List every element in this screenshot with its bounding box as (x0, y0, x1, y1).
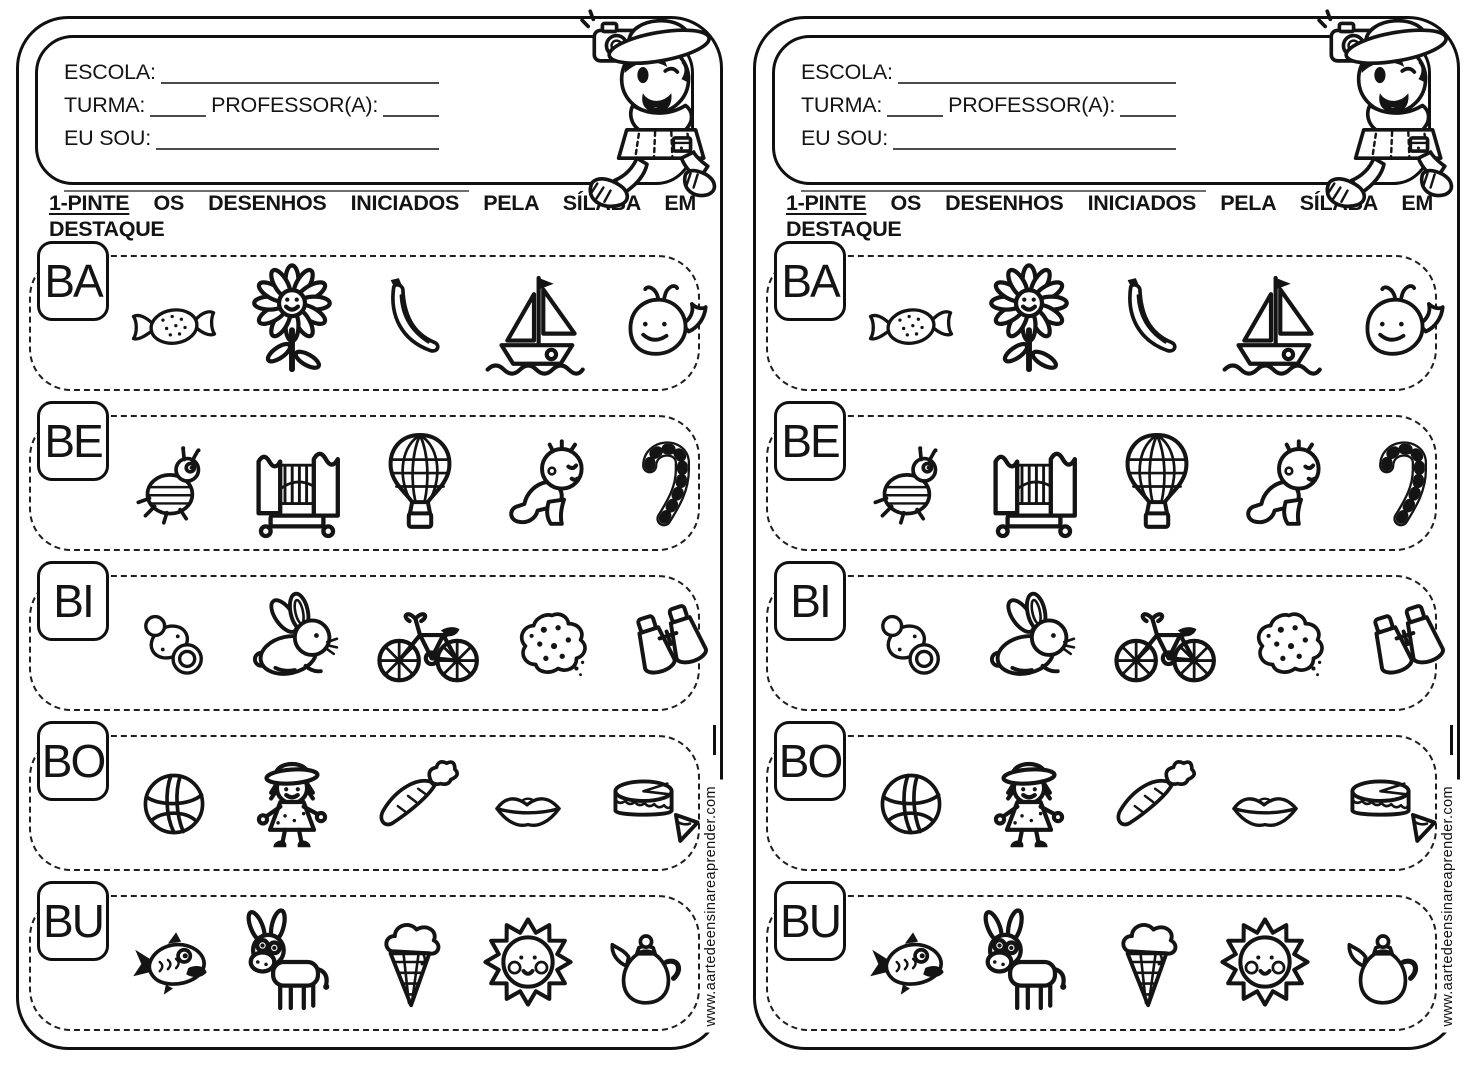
teacher-write-line[interactable] (1120, 91, 1176, 117)
picture-strip (115, 579, 688, 705)
syllable-label: BA (781, 255, 839, 307)
syllable-label: BI (53, 575, 93, 627)
syllable-label: BU (780, 895, 840, 947)
class-teacher-row (64, 84, 439, 117)
syllable-row-bu (29, 895, 700, 1031)
candy-cane-picture[interactable] (1342, 431, 1460, 533)
ice-cream-picture[interactable] (351, 908, 469, 1016)
worksheet-page-1 (16, 16, 723, 1050)
cookie-picture[interactable] (1230, 591, 1348, 693)
class-label: TURMA: (64, 93, 146, 118)
hot-air-balloon-picture[interactable] (1098, 426, 1216, 538)
picture-strip (852, 259, 1425, 385)
instruction-rest: OS DESENHOS INICIADOS PELA SÍLABA EM DESTAQUE (786, 191, 1433, 241)
rabbit-picture[interactable] (233, 588, 361, 696)
picture-strip (115, 899, 688, 1025)
doll-picture[interactable] (970, 744, 1088, 860)
crib-picture[interactable] (233, 422, 361, 542)
syllable-badge (774, 881, 846, 961)
syllable-row-ba (766, 255, 1437, 391)
whale-picture[interactable] (599, 269, 717, 375)
fish-picture[interactable] (852, 911, 970, 1013)
bicycle-picture[interactable] (361, 584, 493, 700)
picture-strip (115, 259, 688, 385)
syllable-badge (37, 881, 109, 961)
syllable-badge (774, 241, 846, 321)
crib-picture[interactable] (970, 422, 1098, 542)
camera-kid-illustration (572, 4, 724, 212)
rabbit-picture[interactable] (970, 588, 1098, 696)
doll-picture[interactable] (233, 744, 351, 860)
banana-picture[interactable] (1088, 271, 1206, 373)
website-credit: www.aartedeensinareaprender.com (703, 780, 725, 1033)
school-write-line[interactable] (161, 58, 439, 84)
picture-strip (852, 579, 1425, 705)
syllable-badge (37, 561, 109, 641)
syllable-badge (37, 401, 109, 481)
lips-picture[interactable] (1206, 755, 1324, 849)
carrot-picture[interactable] (351, 751, 469, 853)
school-label: ESCOLA: (801, 60, 893, 85)
teacher-label: PROFESSOR(A): (211, 93, 379, 118)
binoculars-picture[interactable] (1348, 587, 1466, 697)
syllable-row-bo (29, 735, 700, 871)
sun-picture[interactable] (469, 906, 587, 1018)
website-rule-line (1450, 725, 1453, 755)
instruction-rest: OS DESENHOS INICIADOS PELA SÍLABA EM DESTAQUE (49, 191, 696, 241)
syllable-label: BE (781, 415, 839, 467)
worksheet-page-2 (753, 16, 1460, 1050)
syllable-row-bi (29, 575, 700, 711)
whale-picture[interactable] (1336, 269, 1454, 375)
picture-strip (852, 899, 1425, 1025)
i-am-label: EU SOU: (801, 126, 889, 151)
school-row (64, 51, 439, 84)
picture-strip (852, 739, 1425, 865)
sun-picture[interactable] (1206, 906, 1324, 1018)
website-rule-line (713, 725, 716, 755)
binoculars-picture[interactable] (611, 587, 729, 697)
syllable-row-bu (766, 895, 1437, 1031)
i-am-row (64, 117, 439, 150)
extra-write-line[interactable] (801, 166, 1206, 192)
beetle-picture[interactable] (115, 431, 233, 533)
flower-picture[interactable] (970, 263, 1088, 381)
camera-kid-illustration (1309, 4, 1461, 212)
baby-picture[interactable] (1216, 427, 1342, 537)
instruction-number: 1-PINTE (49, 191, 130, 215)
syllable-label: BU (43, 895, 103, 947)
syllable-badge (37, 721, 109, 801)
i-am-label: EU SOU: (64, 126, 152, 151)
website-credit: www.aartedeensinareaprender.com (1440, 780, 1462, 1033)
instruction-number: 1-PINTE (786, 191, 867, 215)
syllable-row-bo (766, 735, 1437, 871)
baby-picture[interactable] (479, 427, 605, 537)
candy-cane-picture[interactable] (605, 431, 723, 533)
picture-strip (115, 739, 688, 865)
name-write-line[interactable] (893, 124, 1176, 150)
teacher-write-line[interactable] (383, 91, 439, 117)
syllable-badge (774, 721, 846, 801)
ice-cream-picture[interactable] (1088, 908, 1206, 1016)
fish-picture[interactable] (115, 911, 233, 1013)
class-teacher-row (801, 84, 1176, 117)
school-label: ESCOLA: (64, 60, 156, 85)
sailboat-picture[interactable] (1206, 264, 1336, 380)
class-write-line[interactable] (887, 91, 943, 117)
syllable-label: BA (44, 255, 102, 307)
syllable-row-ba (29, 255, 700, 391)
syllable-badge (774, 561, 846, 641)
beetle-picture[interactable] (852, 431, 970, 533)
extra-row (801, 159, 1206, 192)
syllable-row-be (766, 415, 1437, 551)
picture-strip (115, 419, 688, 545)
pacifier-picture[interactable] (852, 595, 970, 689)
cake-picture[interactable] (587, 748, 713, 856)
name-write-line[interactable] (156, 124, 439, 150)
sailboat-picture[interactable] (469, 264, 599, 380)
pacifier-picture[interactable] (115, 595, 233, 689)
candy-picture[interactable] (852, 276, 970, 368)
syllable-rows (766, 231, 1437, 1033)
hot-air-balloon-picture[interactable] (361, 426, 479, 538)
syllable-label: BO (41, 735, 105, 787)
candy-picture[interactable] (115, 276, 233, 368)
carrot-picture[interactable] (1088, 751, 1206, 853)
ball-picture[interactable] (115, 751, 233, 853)
i-am-row (801, 117, 1176, 150)
syllable-badge (37, 241, 109, 321)
syllable-label: BE (44, 415, 102, 467)
bicycle-picture[interactable] (1098, 584, 1230, 700)
picture-strip (852, 419, 1425, 545)
class-write-line[interactable] (150, 91, 206, 117)
extra-row (64, 159, 469, 192)
syllable-row-be (29, 415, 700, 551)
school-write-line[interactable] (898, 58, 1176, 84)
class-label: TURMA: (801, 93, 883, 118)
syllable-label: BO (778, 735, 842, 787)
donkey-picture[interactable] (970, 902, 1088, 1022)
syllable-badge (774, 401, 846, 481)
school-row (801, 51, 1176, 84)
banana-picture[interactable] (351, 271, 469, 373)
flower-picture[interactable] (233, 263, 351, 381)
teapot-picture[interactable] (587, 911, 705, 1013)
extra-write-line[interactable] (64, 166, 469, 192)
lips-picture[interactable] (469, 755, 587, 849)
teapot-picture[interactable] (1324, 911, 1442, 1013)
teacher-label: PROFESSOR(A): (948, 93, 1116, 118)
cake-picture[interactable] (1324, 748, 1450, 856)
syllable-rows (29, 231, 700, 1033)
cookie-picture[interactable] (493, 591, 611, 693)
syllable-row-bi (766, 575, 1437, 711)
syllable-label: BI (790, 575, 830, 627)
donkey-picture[interactable] (233, 902, 351, 1022)
ball-picture[interactable] (852, 751, 970, 853)
